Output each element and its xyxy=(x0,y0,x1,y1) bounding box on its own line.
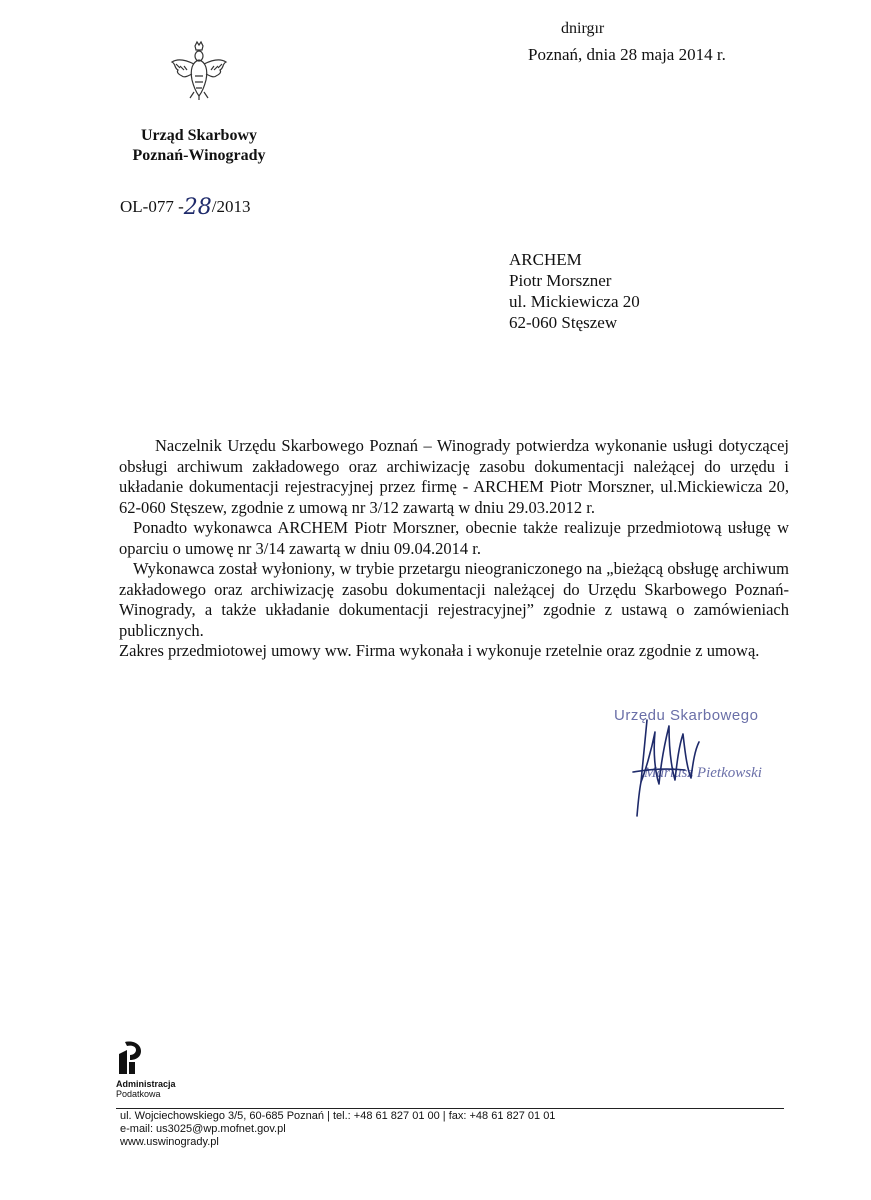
signature-icon xyxy=(625,712,725,822)
stamp-title: Urzędu Skarbowego xyxy=(614,707,759,724)
footer-contact xyxy=(120,1110,555,1149)
recipient-line3: ul. Mickiewicza 20 xyxy=(509,292,640,311)
reference-number xyxy=(120,193,250,218)
body-paragraph-4: Zakres przedmiotowej umowy ww. Firma wykonała i wykonuje rzetelnie oraz zgodnie z umową. xyxy=(119,641,760,660)
logo-line1: Administracja xyxy=(116,1079,176,1089)
footer-rule xyxy=(116,1108,784,1109)
recipient-line1: ARCHEM xyxy=(509,250,582,269)
reference-handwritten: 28 xyxy=(183,195,212,220)
recipient-line2: Piotr Morszner xyxy=(509,271,612,290)
recipient-line4: 62-060 Stęszew xyxy=(509,313,618,332)
letter-body xyxy=(119,436,789,662)
office-name xyxy=(124,126,274,166)
body-paragraph-2: Ponadto wykonawca ARCHEM Piotr Morszner, obecnie także realizuje przedmiotową usługę w oparciu o umowę nr 3/14 zawartą w dniu 09.04.2014 r. xyxy=(119,518,789,558)
top-mark: dnirgır xyxy=(561,20,605,37)
reference-prefix: OL-077 - xyxy=(120,197,184,216)
office-name-line1: Urząd Skarbowy xyxy=(140,127,257,144)
reference-suffix: /2013 xyxy=(211,197,251,216)
polish-eagle-emblem-icon xyxy=(168,40,230,100)
footer-website[interactable]: www.uswinogrady.pl xyxy=(120,1136,219,1148)
stamp-name: Mariusz Pietkowski xyxy=(644,765,762,781)
administracja-podatkowa-logo-icon xyxy=(115,1040,145,1076)
footer-email[interactable]: e-mail: us3025@wp.mofnet.gov.pl xyxy=(120,1123,286,1135)
logo-line2: Podatkowa xyxy=(116,1089,161,1099)
footer-address: ul. Wojciechowskiego 3/5, 60-685 Poznań | tel.: +48 61 827 01 00 | fax: +48 61 827 01 01 xyxy=(120,1110,556,1122)
office-name-line2: Poznań-Winogrady xyxy=(132,147,266,164)
recipient-address xyxy=(509,249,640,333)
body-paragraph-3: Wykonawca został wyłoniony, w trybie przetargu nieograniczonego na „bieżącą obsługę archiwum zakładowego oraz archiwizację zasobu dokumentacji należącej do Urzędu Skarbowego Poznań-Winogrady, a także układanie dokumentacji rejestracyjnej” zgodnie z ustawą o zamówieniach publicznych. xyxy=(119,559,789,640)
place-date: Poznań, dnia 28 maja 2014 r. xyxy=(528,45,726,64)
body-paragraph-1: Naczelnik Urzędu Skarbowego Poznań – Winogrady potwierdza wykonanie usługi dotyczącej obsługi archiwum zakładowego oraz archiwizację zasobu dokumentacji należącej do urzędu i układanie dokumentacji rejestracyjnej przez firmę - ARCHEM Piotr Morszner, ul.Mickiewicza 20, 62-060 Stęszew, zgodnie z umową nr 3/12 zawartą w dniu 29.03.2012 r. xyxy=(119,436,789,517)
